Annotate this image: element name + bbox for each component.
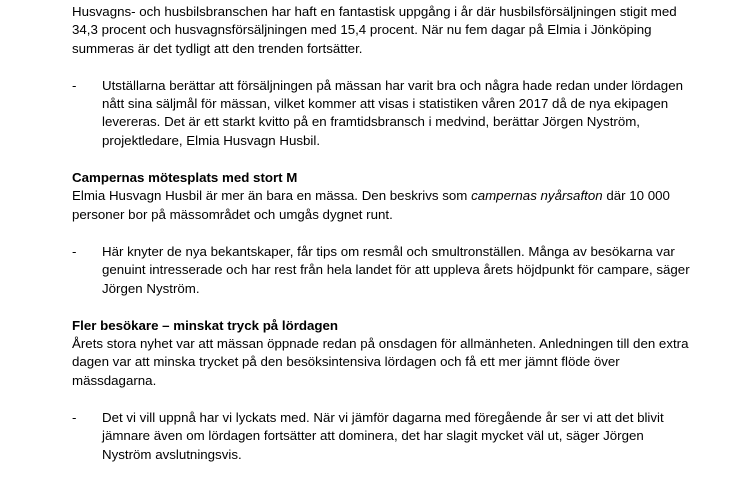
intro-paragraph: Husvagns- och husbilsbranschen har haft en fantastisk uppgång i år där husbilsförsäljningen stigit med 34,3 procent och husvagnsförsäljningen med 15,4 procent. När nu fem dagar på Elmia i Jönköping summeras är det tydligt att den trenden fortsätter. — [72, 4, 677, 56]
quote-text-2: Här knyter de nya bekantskaper, får tips om resmål och smultronställen. Många av besökarna var genuint intresserade och har rest från hela landet för att uppleva årets höjdpunkt för campare, säger Jörgen Nyström. — [102, 243, 690, 296]
section-heading-2: Fler besökare – minskat tryck på lördagen — [72, 317, 339, 333]
quote-text-1: Utställarna berättar att försäljningen på mässan har varit bra och några hade redan under lördagen nått sina säljmål för mässan, vilket kommer att visas i statistiken våren 2017 då de nya ekipagen levereras. Det är ett starkt kvitto på en framtidsbransch i medvind, berättar Jörgen Nyström, projektledare, Elmia Husvagn Husbil. — [102, 77, 683, 148]
quote-block-2 — [72, 243, 692, 298]
quote-dash: - — [72, 77, 77, 93]
quote-dash: - — [72, 243, 77, 259]
section-heading-1: Campernas mötesplats med stort M — [72, 170, 298, 186]
section-paragraph-1: Elmia Husvagn Husbil är mer än bara en mässa. Den beskrivs som campernas nyårsafton där 10 000 personer bor på mässområdet och umgås dygnet runt. — [72, 188, 670, 222]
quote-dash: - — [72, 410, 77, 426]
document-page — [72, 3, 692, 483]
quote-block-1 — [72, 77, 692, 150]
section-paragraph-2: Årets stora nyhet var att mässan öppnade redan på onsdagen för allmänheten. Anledningen till den extra dagen var att minska trycket på den besöksintensiva lördagen och få ett mer jämnt flöde över mässdagarna. — [72, 336, 689, 388]
quote-text-3: Det vi vill uppnå har vi lyckats med. När vi jämför dagarna med föregående år ser vi att det blivit jämnare även om lördagen fortsätter att dominera, det har slagit mycket väl ut, säger Jörgen Nyström avslutningsvis. — [102, 410, 664, 462]
quote-block-3 — [72, 409, 692, 464]
emphasis-text: campernas nyårsafton — [471, 188, 603, 204]
